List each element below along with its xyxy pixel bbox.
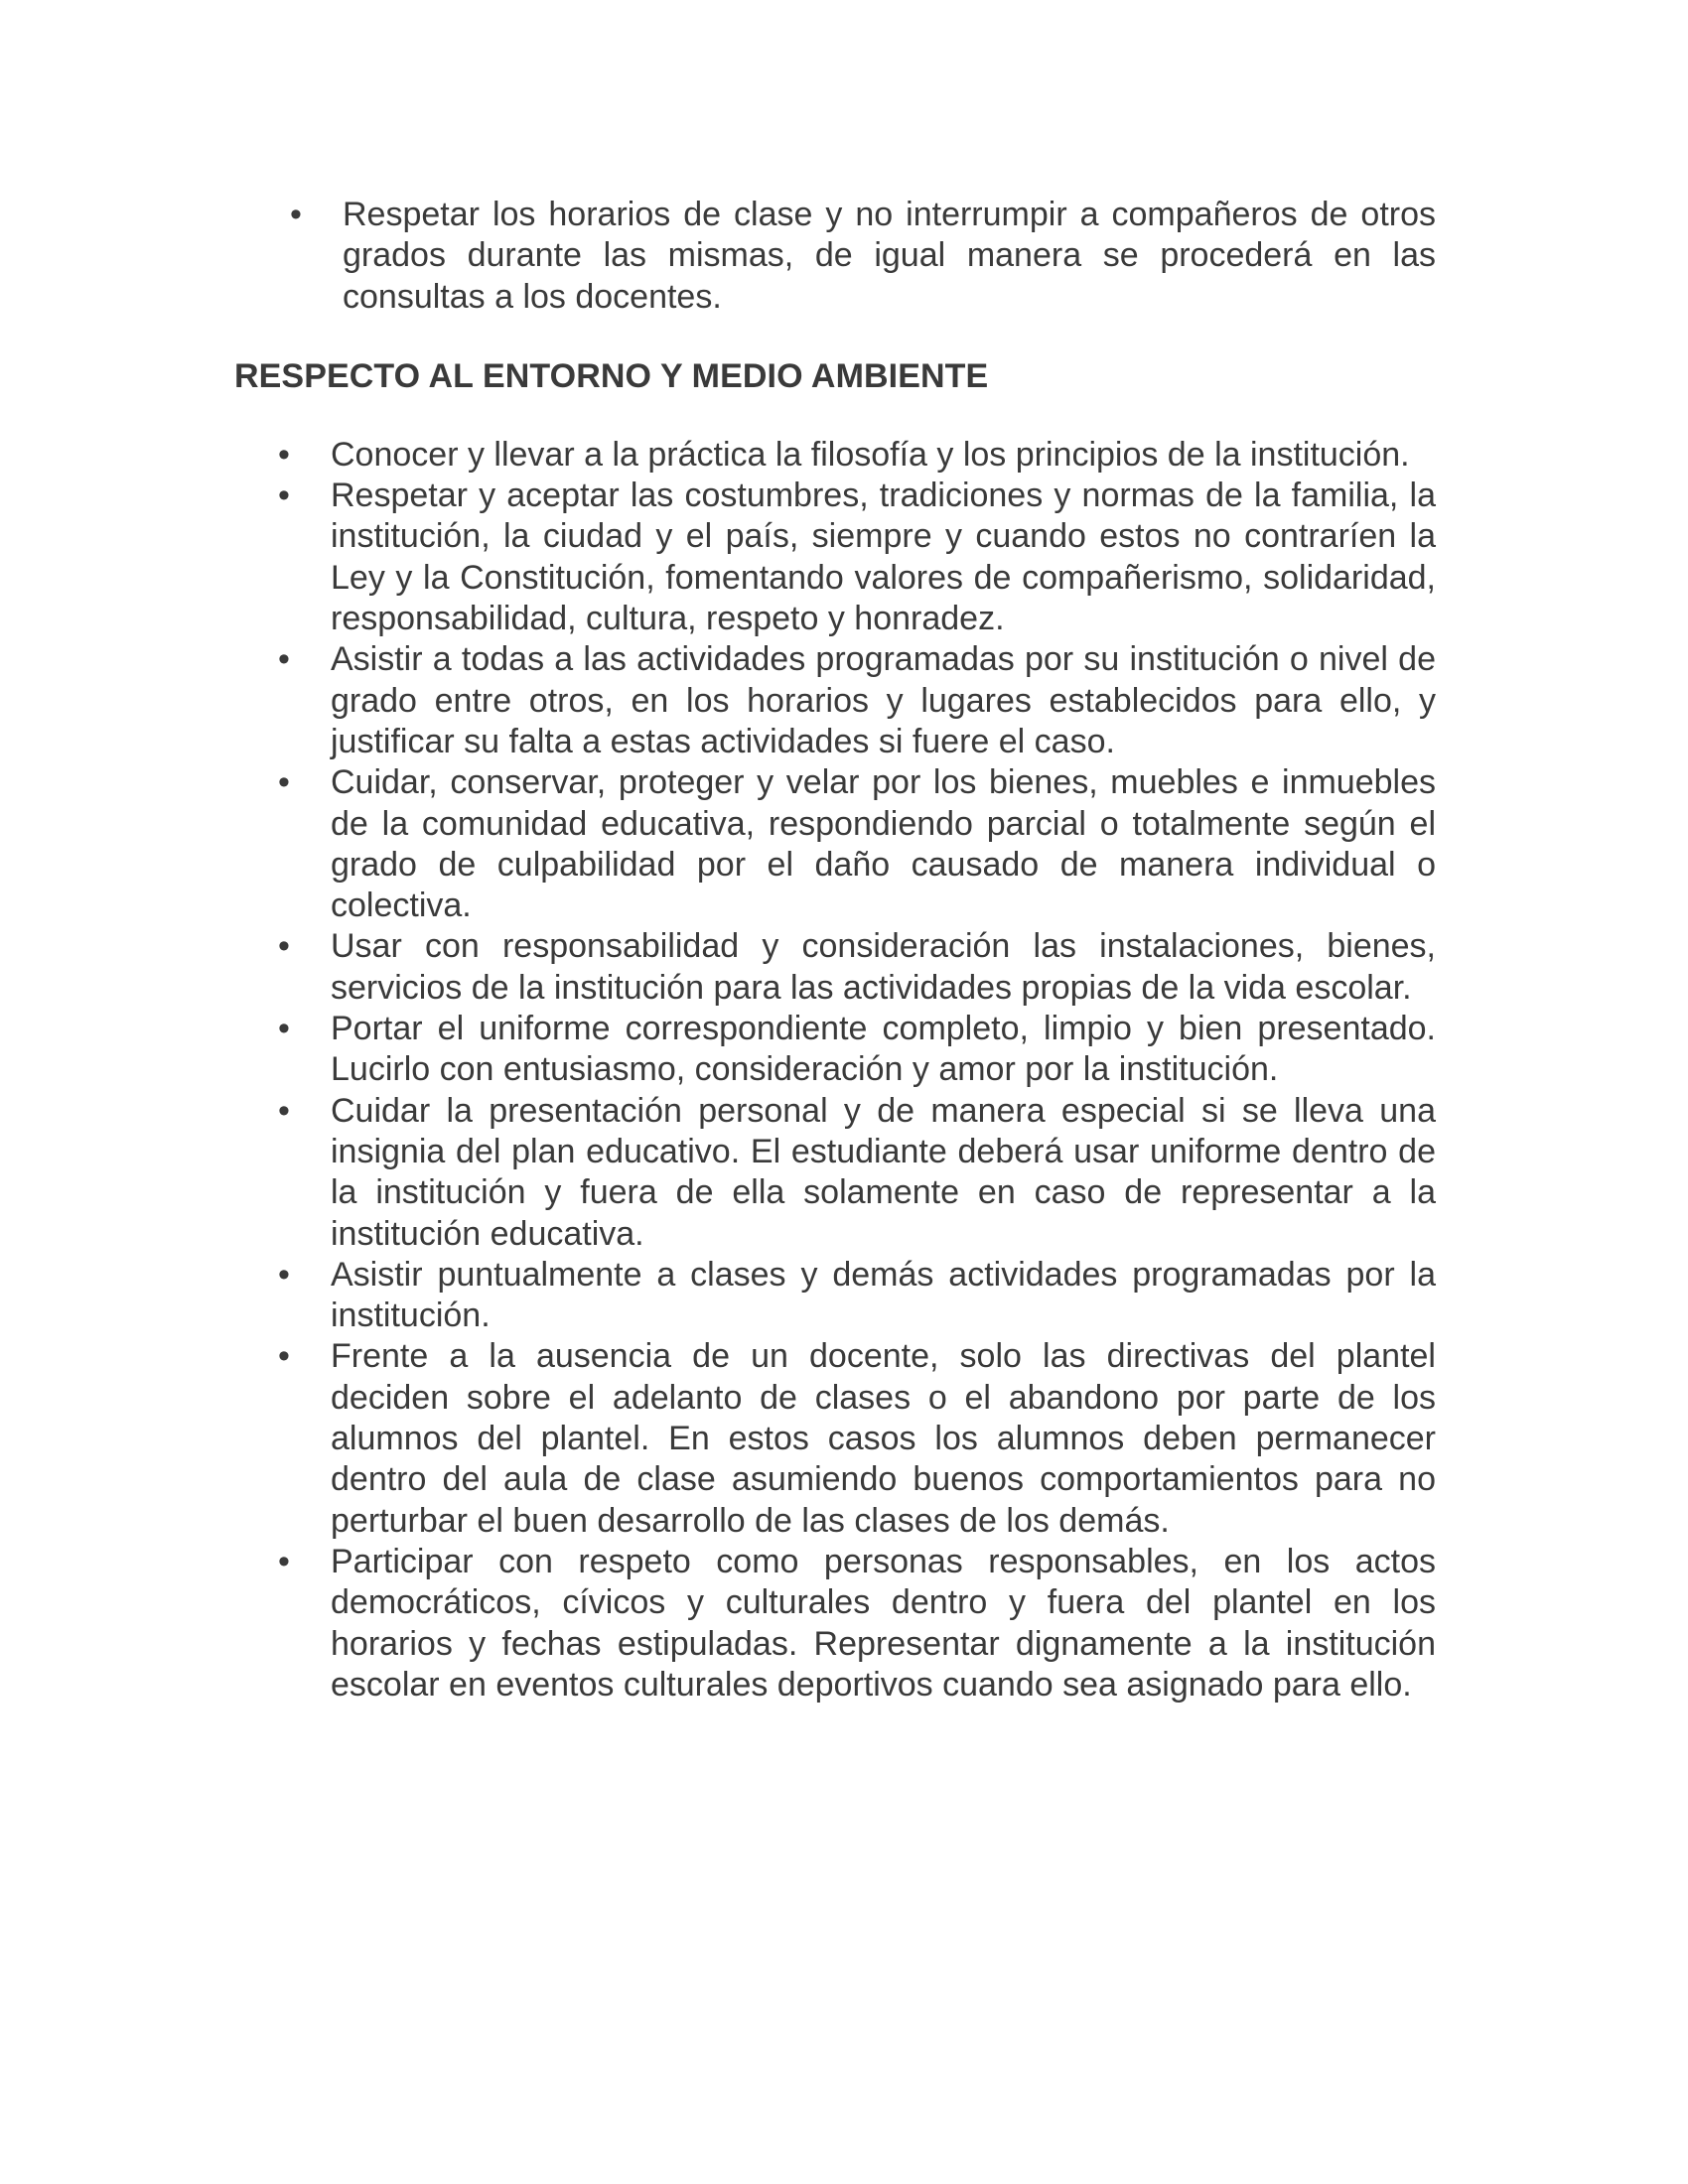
list-item [234,1336,1436,1541]
bullet-icon: • [278,763,290,802]
bullet-icon: • [278,1010,290,1048]
list-item-text: Respetar y aceptar las costumbres, tradiciones y normas de la familia, la institución, la ciudad y el país, siempre y cuando estos no contraríen la Ley y la Constitución, fomentando valores de compañerismo, solidaridad, responsabilidad, cultura, respeto y honradez. [331,477,1436,638]
bullet-icon: • [278,477,290,515]
list-item-text: Frente a la ausencia de un docente, solo las directivas del plantel deciden sobre el adelanto de clases o el abandono por parte de los alumnos del plantel. En estos casos los alumnos deben permanecer dentro del aula de clase asumiendo buenos comportamientos para no perturbar el buen desarrollo de las clases de los demás. [331,1337,1436,1540]
intro-list [234,195,1436,318]
list-item-text: Asistir a todas a las actividades programadas por su institución o nivel de grado entre otros, en los horarios y lugares establecidos para ello, y justificar su falta a estas actividades si fuere el caso. [331,640,1436,760]
list-item [234,1091,1436,1255]
rules-list [234,435,1436,1706]
list-item-text: Portar el uniforme correspondiente completo, limpio y bien presentado. Lucirlo con entusiasmo, consideración y amor por la institución. [331,1010,1436,1089]
bullet-icon: • [290,196,302,233]
list-item [234,1255,1436,1337]
list-item-text: Participar con respeto como personas responsables, en los actos democráticos, cívicos y culturales dentro y fuera del plantel en los horarios y fechas estipuladas. Representar dignamente a la institución escolar en eventos culturales deportivos cuando sea asignado para ello. [331,1542,1436,1704]
document-content [234,195,1436,1706]
bullet-icon: • [278,1255,290,1294]
list-item-text: Usar con responsabilidad y consideración las instalaciones, bienes, servicios de la institución para las actividades propias de la vida escolar. [331,927,1436,1007]
section-heading: RESPECTO AL ENTORNO Y MEDIO AMBIENTE [234,356,989,395]
bullet-icon: • [278,1542,290,1580]
list-item [234,639,1436,762]
list-item [234,476,1436,639]
list-item-text: Cuidar la presentación personal y de manera especial si se lleva una insignia del plan educativo. El estudiante deberá usar uniforme dentro de la institución y fuera de ella solamente en caso de representar a la institución educativa. [331,1091,1436,1253]
list-item-text: Cuidar, conservar, proteger y velar por los bienes, muebles e inmuebles de la comunidad educativa, respondiendo parcial o totalmente según el grado de culpabilidad por el daño causado de manera individual o colectiva. [331,763,1436,925]
bullet-icon: • [278,1337,290,1376]
list-item [234,926,1436,1009]
bullet-icon: • [278,1091,290,1130]
bullet-icon: • [278,640,290,679]
list-item [234,1542,1436,1706]
bullet-icon: • [278,435,290,474]
list-item-text: Conocer y llevar a la práctica la filosofía y los principios de la institución. [331,435,1410,474]
list-item-text: Asistir puntualmente a clases y demás actividades programadas por la institución. [331,1255,1436,1335]
list-item [234,435,1436,476]
list-item [234,762,1436,926]
list-item [234,1009,1436,1091]
list-item [234,195,1436,318]
list-item-text: Respetar los horarios de clase y no interrumpir a compañeros de otros grados durante las mismas, de igual manera se procederá en las consultas a los docentes. [343,196,1436,316]
bullet-icon: • [278,927,290,966]
